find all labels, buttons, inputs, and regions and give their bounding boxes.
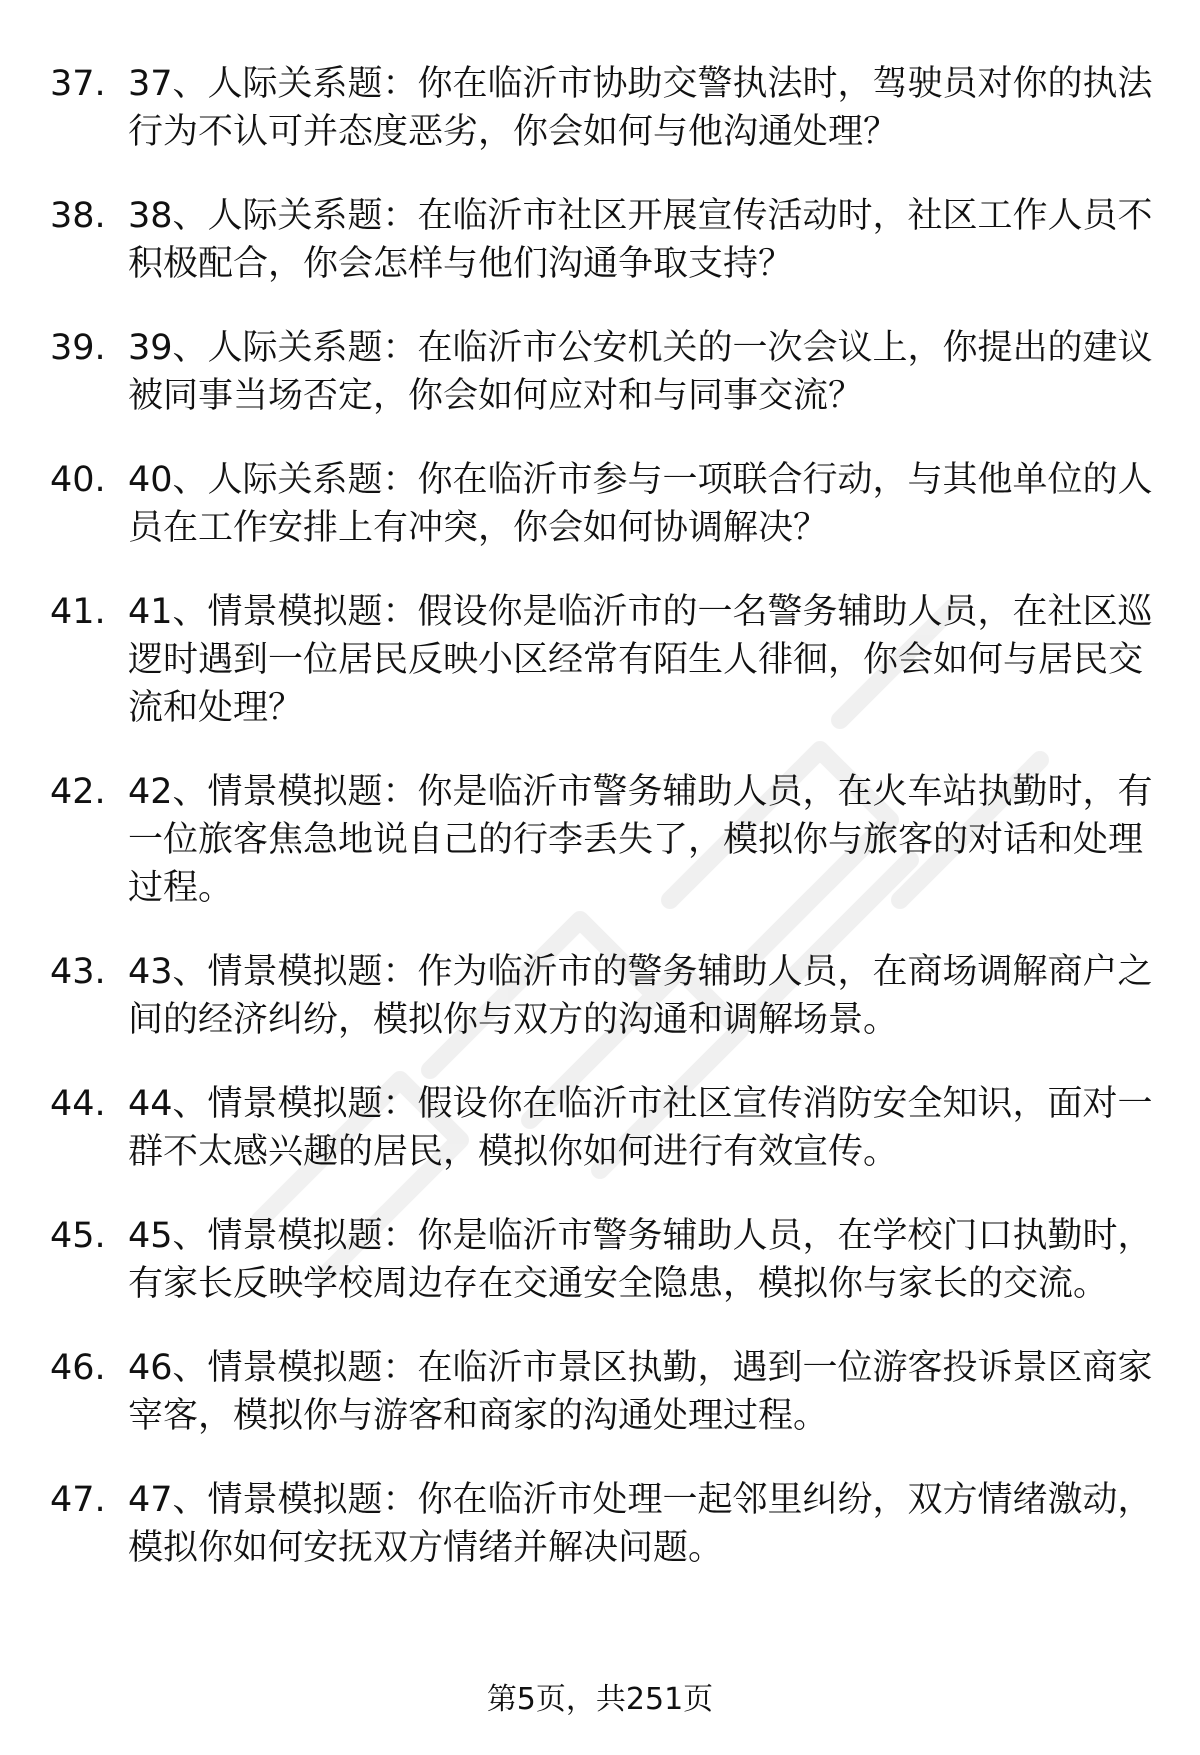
question-number: 45. xyxy=(50,1216,106,1256)
question-list xyxy=(50,60,1160,1608)
question-number: 39. xyxy=(50,328,106,368)
question-text: 40、人际关系题：你在临沂市参与一项联合行动，与其他单位的人员在工作安排上有冲突，你会如何协调解决？ xyxy=(128,460,1153,548)
question-number: 41. xyxy=(50,592,106,632)
page-footer xyxy=(0,1680,1200,1720)
question-number: 40. xyxy=(50,460,106,500)
list-item xyxy=(50,1344,1160,1440)
question-text: 44、情景模拟题：假设你在临沂市社区宣传消防安全知识，面对一群不太感兴趣的居民，模拟你如何进行有效宣传。 xyxy=(128,1084,1153,1172)
question-text: 37、人际关系题：你在临沂市协助交警执法时，驾驶员对你的执法行为不认可并态度恶劣，你会如何与他沟通处理？ xyxy=(128,64,1153,152)
question-number: 46. xyxy=(50,1348,106,1388)
question-number: 38. xyxy=(50,196,106,236)
question-number: 37. xyxy=(50,64,106,104)
question-text: 47、情景模拟题：你在临沂市处理一起邻里纠纷，双方情绪激动，模拟你如何安抚双方情绪并解决问题。 xyxy=(128,1480,1153,1568)
list-item xyxy=(50,948,1160,1044)
question-text: 46、情景模拟题：在临沂市景区执勤，遇到一位游客投诉景区商家宰客，模拟你与游客和商家的沟通处理过程。 xyxy=(128,1348,1153,1436)
question-text: 38、人际关系题：在临沂市社区开展宣传活动时，社区工作人员不积极配合，你会怎样与他们沟通争取支持？ xyxy=(128,196,1153,284)
list-item xyxy=(50,324,1160,420)
list-item xyxy=(50,1476,1160,1572)
list-item xyxy=(50,588,1160,732)
list-item xyxy=(50,192,1160,288)
list-item xyxy=(50,456,1160,552)
question-text: 43、情景模拟题：作为临沂市的警务辅助人员，在商场调解商户之间的经济纠纷，模拟你与双方的沟通和调解场景。 xyxy=(128,952,1153,1040)
question-text: 39、人际关系题：在临沂市公安机关的一次会议上，你提出的建议被同事当场否定，你会如何应对和与同事交流？ xyxy=(128,328,1153,416)
question-number: 47. xyxy=(50,1480,106,1520)
question-text: 42、情景模拟题：你是临沂市警务辅助人员，在火车站执勤时，有一位旅客焦急地说自己的行李丢失了，模拟你与旅客的对话和处理过程。 xyxy=(128,772,1153,908)
question-number: 43. xyxy=(50,952,106,992)
question-text: 41、情景模拟题：假设你是临沂市的一名警务辅助人员，在社区巡逻时遇到一位居民反映小区经常有陌生人徘徊，你会如何与居民交流和处理？ xyxy=(128,592,1153,728)
question-text: 45、情景模拟题：你是临沂市警务辅助人员，在学校门口执勤时，有家长反映学校周边存在交通安全隐患，模拟你与家长的交流。 xyxy=(128,1216,1153,1304)
question-number: 42. xyxy=(50,772,106,812)
question-number: 44. xyxy=(50,1084,106,1124)
list-item xyxy=(50,1080,1160,1176)
list-item xyxy=(50,1212,1160,1308)
list-item xyxy=(50,768,1160,912)
list-item xyxy=(50,60,1160,156)
page-number-label: 第5页，共251页 xyxy=(486,1682,714,1717)
